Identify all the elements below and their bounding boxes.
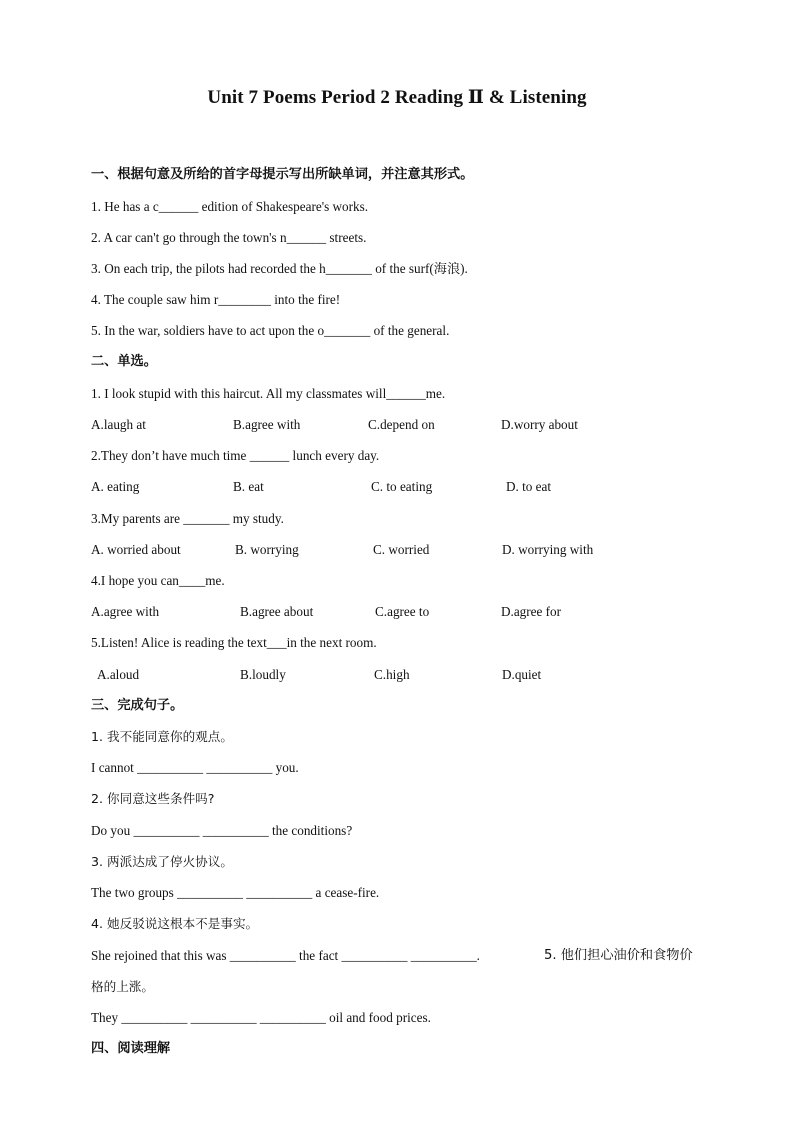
sentence-1-english: I cannot __________ __________ you. <box>91 760 299 775</box>
option-5c: C.high <box>374 667 410 682</box>
option-1b: B.agree with <box>233 417 301 432</box>
section-2-heading: 二、单选。 <box>91 354 157 369</box>
vocab-item-5: 5. In the war, soldiers have to act upon the o_______ of the general. <box>91 323 450 338</box>
option-3b: B. worrying <box>235 542 299 557</box>
option-5b: B.loudly <box>240 667 286 682</box>
option-4c: C.agree to <box>375 604 430 619</box>
option-2b: B. eat <box>233 479 264 494</box>
question-stem-3: 3.My parents are _______ my study. <box>91 511 284 526</box>
option-4a: A.agree with <box>91 604 160 619</box>
vocab-item-1: 1. He has a c______ edition of Shakespeare's works. <box>91 199 369 214</box>
option-3c: C. worried <box>373 542 430 557</box>
option-1c: C.depend on <box>368 417 435 432</box>
option-5a: A.aloud <box>97 667 140 682</box>
sentence-5-chinese-part2: 格的上涨。 <box>91 979 154 994</box>
option-4d: D.agree for <box>501 604 562 619</box>
vocab-item-2: 2. A car can't go through the town's n______ streets. <box>91 230 367 245</box>
sentence-5-english: They __________ __________ __________ oil and food prices. <box>91 1010 431 1025</box>
option-1d: D.worry about <box>501 417 578 432</box>
sentence-5-chinese-part1: 5. 他们担心油价和食物价 <box>544 948 693 963</box>
vocab-item-3: 3. On each trip, the pilots had recorded the h_______ of the surf(海浪). <box>91 261 468 276</box>
vocab-item-4: 4. The couple saw him r________ into the fire! <box>91 292 341 307</box>
option-2a: A. eating <box>91 479 140 494</box>
question-stem-2: 2.They don’t have much time ______ lunch every day. <box>91 448 380 463</box>
sentence-1-chinese: 1. 我不能同意你的观点。 <box>91 729 233 744</box>
sentence-4-english: She rejoined that this was __________ the fact __________ __________. <box>91 948 480 963</box>
section-3-heading: 三、完成句子。 <box>91 698 184 713</box>
question-stem-5: 5.Listen! Alice is reading the text___in the next room. <box>91 635 377 650</box>
option-2d: D. to eat <box>506 479 552 494</box>
sentence-2-english: Do you __________ __________ the conditions? <box>91 823 353 838</box>
section-1-heading: 一、根据句意及所给的首字母提示写出所缺单词，并注意其形式。 <box>91 167 474 182</box>
section-4-heading: 四、阅读理解 <box>91 1041 171 1056</box>
sentence-3-english: The two groups __________ __________ a cease-fire. <box>91 885 380 900</box>
question-stem-1: 1. I look stupid with this haircut. All my classmates will______me. <box>91 386 446 401</box>
question-stem-4: 4.I hope you can____me. <box>91 573 225 588</box>
sentence-2-chinese: 2. 你同意这些条件吗? <box>91 791 215 806</box>
page-title: Unit 7 Poems Period 2 Reading Ⅱ & Listening <box>207 87 587 108</box>
option-4b: B.agree about <box>240 604 314 619</box>
option-2c: C. to eating <box>371 479 433 494</box>
option-3a: A. worried about <box>91 542 181 557</box>
sentence-3-chinese: 3. 两派达成了停火协议。 <box>91 854 233 869</box>
option-5d: D.quiet <box>502 667 542 682</box>
option-1a: A.laugh at <box>91 417 146 432</box>
sentence-4-chinese: 4. 她反驳说这根本不是事实。 <box>91 916 259 931</box>
option-3d: D. worrying with <box>502 542 594 557</box>
